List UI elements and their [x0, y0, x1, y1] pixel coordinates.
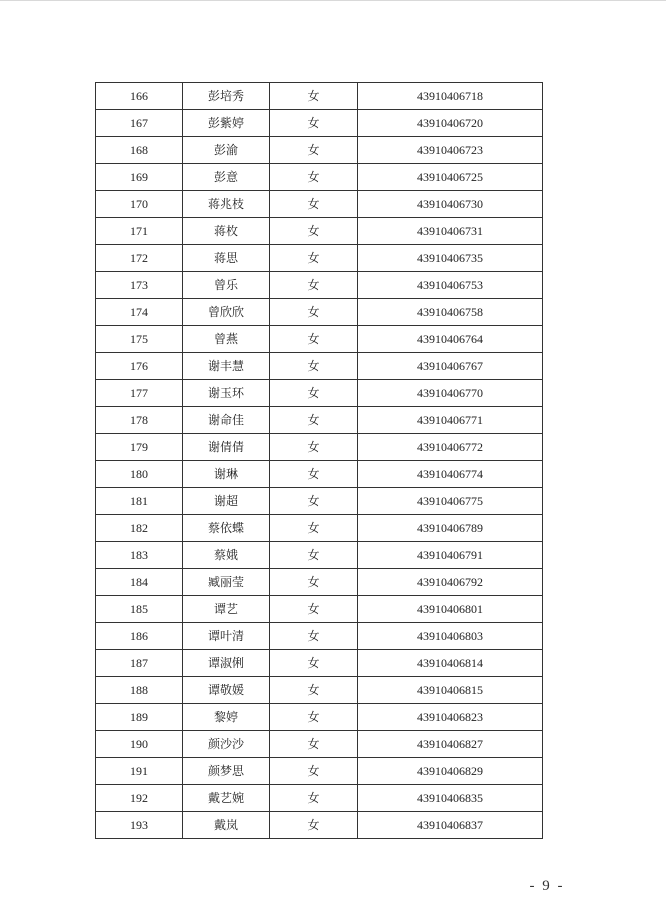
cell-name: 谭艺 — [183, 596, 270, 623]
cell-gender: 女 — [270, 218, 358, 245]
cell-name: 谢琳 — [183, 461, 270, 488]
cell-gender: 女 — [270, 461, 358, 488]
cell-exam-id: 43910406720 — [358, 110, 543, 137]
table-row — [96, 704, 543, 731]
table-row — [96, 812, 543, 839]
cell-exam-id: 43910406791 — [358, 542, 543, 569]
cell-exam-id: 43910406735 — [358, 245, 543, 272]
roster-table-body — [96, 83, 543, 839]
cell-gender: 女 — [270, 596, 358, 623]
table-row — [96, 380, 543, 407]
cell-name: 蔡娥 — [183, 542, 270, 569]
table-row — [96, 164, 543, 191]
cell-gender: 女 — [270, 515, 358, 542]
cell-name: 谢超 — [183, 488, 270, 515]
cell-gender: 女 — [270, 434, 358, 461]
table-row — [96, 569, 543, 596]
cell-exam-id: 43910406775 — [358, 488, 543, 515]
cell-gender: 女 — [270, 110, 358, 137]
table-row — [96, 245, 543, 272]
cell-gender: 女 — [270, 569, 358, 596]
table-row — [96, 191, 543, 218]
cell-seq-number: 177 — [96, 380, 183, 407]
cell-gender: 女 — [270, 542, 358, 569]
table-row — [96, 515, 543, 542]
cell-gender: 女 — [270, 137, 358, 164]
cell-gender: 女 — [270, 758, 358, 785]
cell-seq-number: 170 — [96, 191, 183, 218]
table-row — [96, 218, 543, 245]
table-row — [96, 137, 543, 164]
cell-seq-number: 190 — [96, 731, 183, 758]
cell-gender: 女 — [270, 353, 358, 380]
table-row — [96, 110, 543, 137]
cell-seq-number: 178 — [96, 407, 183, 434]
cell-name: 戴岚 — [183, 812, 270, 839]
cell-name: 戴艺婉 — [183, 785, 270, 812]
cell-seq-number: 172 — [96, 245, 183, 272]
cell-seq-number: 193 — [96, 812, 183, 839]
cell-gender: 女 — [270, 623, 358, 650]
cell-exam-id: 43910406772 — [358, 434, 543, 461]
cell-exam-id: 43910406770 — [358, 380, 543, 407]
cell-gender: 女 — [270, 488, 358, 515]
cell-gender: 女 — [270, 83, 358, 110]
cell-exam-id: 43910406771 — [358, 407, 543, 434]
cell-name: 彭培秀 — [183, 83, 270, 110]
cell-exam-id: 43910406725 — [358, 164, 543, 191]
cell-exam-id: 43910406767 — [358, 353, 543, 380]
cell-seq-number: 180 — [96, 461, 183, 488]
cell-seq-number: 192 — [96, 785, 183, 812]
cell-gender: 女 — [270, 785, 358, 812]
roster-table — [95, 82, 543, 839]
cell-name: 蒋思 — [183, 245, 270, 272]
table-row — [96, 326, 543, 353]
cell-name: 颜梦思 — [183, 758, 270, 785]
table-row — [96, 299, 543, 326]
cell-exam-id: 43910406837 — [358, 812, 543, 839]
cell-name: 曾欣欣 — [183, 299, 270, 326]
cell-exam-id: 43910406753 — [358, 272, 543, 299]
cell-gender: 女 — [270, 812, 358, 839]
cell-name: 黎婷 — [183, 704, 270, 731]
cell-exam-id: 43910406815 — [358, 677, 543, 704]
cell-gender: 女 — [270, 704, 358, 731]
cell-name: 臧丽莹 — [183, 569, 270, 596]
page-top-rule — [0, 0, 666, 1]
table-row — [96, 731, 543, 758]
table-row — [96, 488, 543, 515]
cell-seq-number: 181 — [96, 488, 183, 515]
cell-gender: 女 — [270, 299, 358, 326]
cell-exam-id: 43910406801 — [358, 596, 543, 623]
cell-name: 曾燕 — [183, 326, 270, 353]
cell-seq-number: 169 — [96, 164, 183, 191]
cell-seq-number: 185 — [96, 596, 183, 623]
cell-seq-number: 186 — [96, 623, 183, 650]
cell-exam-id: 43910406731 — [358, 218, 543, 245]
cell-seq-number: 188 — [96, 677, 183, 704]
cell-seq-number: 183 — [96, 542, 183, 569]
cell-exam-id: 43910406758 — [358, 299, 543, 326]
cell-seq-number: 176 — [96, 353, 183, 380]
page-number: - 9 - — [529, 878, 565, 894]
cell-exam-id: 43910406789 — [358, 515, 543, 542]
cell-exam-id: 43910406730 — [358, 191, 543, 218]
cell-name: 曾乐 — [183, 272, 270, 299]
table-row — [96, 407, 543, 434]
table-row — [96, 542, 543, 569]
cell-name: 蔡依蝶 — [183, 515, 270, 542]
cell-exam-id: 43910406718 — [358, 83, 543, 110]
cell-name: 谭淑俐 — [183, 650, 270, 677]
table-row — [96, 434, 543, 461]
cell-seq-number: 174 — [96, 299, 183, 326]
cell-gender: 女 — [270, 380, 358, 407]
table-row — [96, 83, 543, 110]
table-row — [96, 461, 543, 488]
cell-seq-number: 189 — [96, 704, 183, 731]
cell-gender: 女 — [270, 677, 358, 704]
table-row — [96, 623, 543, 650]
cell-name: 彭紫婷 — [183, 110, 270, 137]
table-row — [96, 677, 543, 704]
cell-seq-number: 166 — [96, 83, 183, 110]
cell-gender: 女 — [270, 407, 358, 434]
cell-exam-id: 43910406764 — [358, 326, 543, 353]
cell-name: 谢丰慧 — [183, 353, 270, 380]
cell-name: 谭敬媛 — [183, 677, 270, 704]
cell-name: 蒋枚 — [183, 218, 270, 245]
cell-seq-number: 187 — [96, 650, 183, 677]
cell-seq-number: 168 — [96, 137, 183, 164]
cell-name: 谢命佳 — [183, 407, 270, 434]
cell-seq-number: 173 — [96, 272, 183, 299]
cell-exam-id: 43910406723 — [358, 137, 543, 164]
cell-exam-id: 43910406814 — [358, 650, 543, 677]
table-row — [96, 353, 543, 380]
cell-gender: 女 — [270, 326, 358, 353]
cell-exam-id: 43910406829 — [358, 758, 543, 785]
table-row — [96, 596, 543, 623]
cell-exam-id: 43910406803 — [358, 623, 543, 650]
cell-exam-id: 43910406774 — [358, 461, 543, 488]
cell-gender: 女 — [270, 731, 358, 758]
cell-exam-id: 43910406823 — [358, 704, 543, 731]
cell-name: 蒋兆枝 — [183, 191, 270, 218]
cell-gender: 女 — [270, 245, 358, 272]
table-row — [96, 758, 543, 785]
cell-name: 谢倩倩 — [183, 434, 270, 461]
cell-seq-number: 167 — [96, 110, 183, 137]
cell-seq-number: 191 — [96, 758, 183, 785]
cell-name: 彭意 — [183, 164, 270, 191]
cell-seq-number: 179 — [96, 434, 183, 461]
cell-name: 谢玉环 — [183, 380, 270, 407]
cell-seq-number: 175 — [96, 326, 183, 353]
table-row — [96, 785, 543, 812]
table-row — [96, 272, 543, 299]
cell-exam-id: 43910406835 — [358, 785, 543, 812]
cell-name: 颜沙沙 — [183, 731, 270, 758]
cell-seq-number: 171 — [96, 218, 183, 245]
cell-seq-number: 184 — [96, 569, 183, 596]
cell-name: 彭渝 — [183, 137, 270, 164]
cell-exam-id: 43910406827 — [358, 731, 543, 758]
cell-exam-id: 43910406792 — [358, 569, 543, 596]
cell-gender: 女 — [270, 191, 358, 218]
cell-gender: 女 — [270, 272, 358, 299]
cell-name: 谭叶清 — [183, 623, 270, 650]
table-row — [96, 650, 543, 677]
cell-gender: 女 — [270, 650, 358, 677]
cell-seq-number: 182 — [96, 515, 183, 542]
cell-gender: 女 — [270, 164, 358, 191]
